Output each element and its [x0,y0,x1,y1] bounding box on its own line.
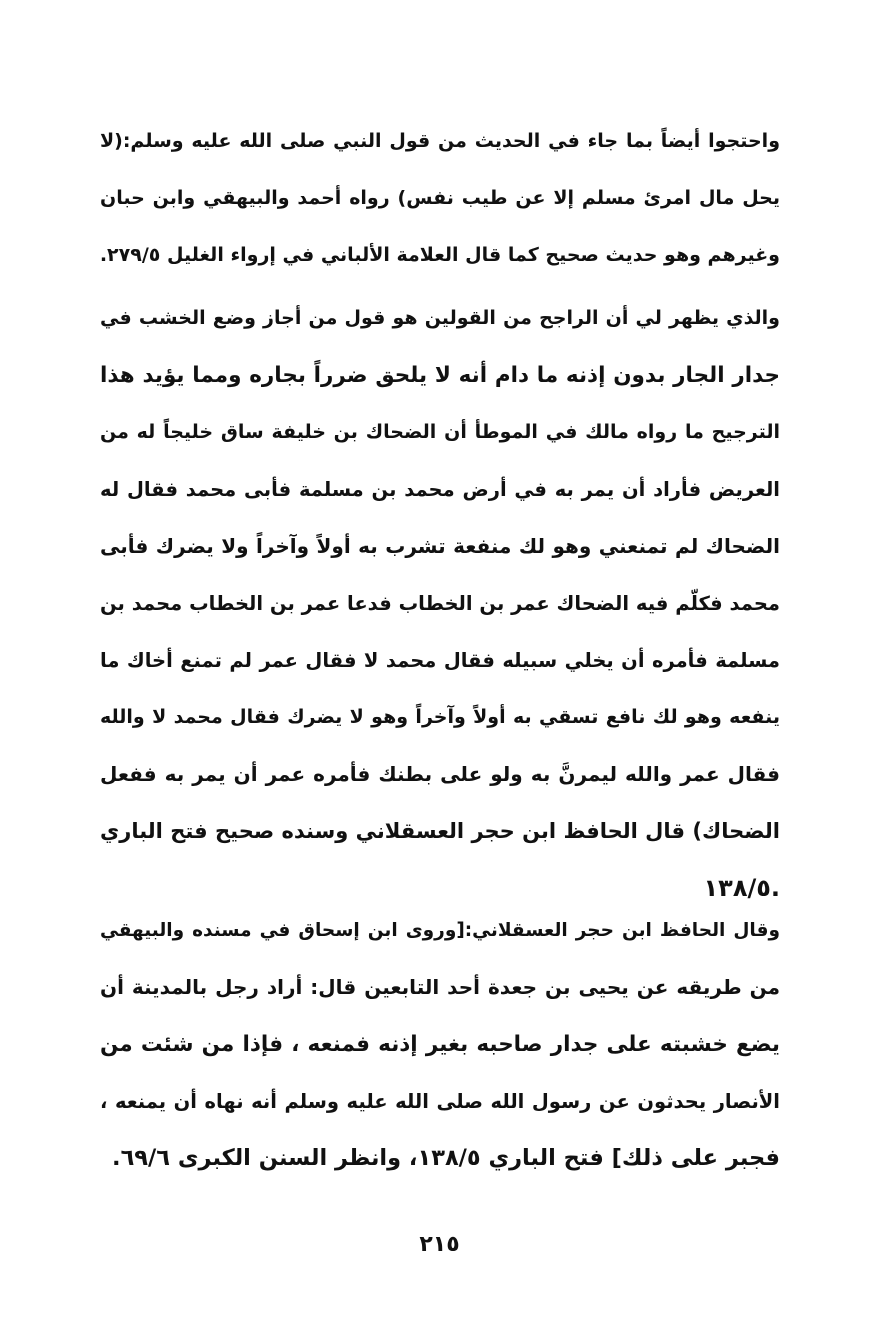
text-line: وقال الحافظ ابن حجر العسقلاني:[وروى ابن إسحاق في مسنده والبيهقي [100,920,780,941]
text-line: العريض فأراد أن يمر به في أرض محمد بن مسلمة فأبى محمد فقال له [100,478,780,501]
page-number: ٢١٥ [419,1232,460,1257]
text-line: فجبر على ذلك] فتح الباري ١٣٨/٥، وانظر السنن الكبرى ٦٩/٦. [112,1145,780,1171]
paragraph-1 [100,113,780,284]
text-line: وغيرهم وهو حديث صحيح كما قال العلامة الألباني في إرواء الغليل ٢٧٩/٥. [100,244,780,266]
text-line: فقال عمر والله ليمرنَّ به ولو على بطنك فأمره عمر أن يمر به ففعل [100,762,780,786]
text-line: يحل مال امرئ مسلم إلا عن طيب نفس) رواه أحمد والبيهقي وابن حبان [100,187,780,209]
paragraph-2 [100,290,780,917]
text-line: واحتجوا أيضاً بما جاء في الحديث من قول النبي صلى الله عليه وسلم:(لا [100,130,780,152]
text-line: محمد فكلّم فيه الضحاك عمر بن الخطاب فدعا عمر بن الخطاب محمد بن [100,592,780,615]
text-line: الضحاك) قال الحافظ ابن حجر العسقلاني وسنده صحيح فتح الباري [100,819,780,843]
text-line: من طريقه عن يحيى بن جعدة أحد التابعين قال: أراد رجل بالمدينة أن [100,975,780,999]
text-line: مسلمة فأمره أن يخلي سبيله فقال محمد لا فقال عمر لم تمنع أخاك ما [100,649,780,672]
text-line: جدار الجار بدون إذنه ما دام أنه لا يلحق ضرراً بجاره ومما يؤيد هذا [100,363,780,388]
text-line: يضع خشبته على جدار صاحبه بغير إذنه فمنعه ، فإذا من شئت من [100,1032,780,1057]
text-line: والذي يظهر لي أن الراجح من القولين هو قول من أجاز وضع الخشب في [100,307,780,329]
text-line: الضحاك لم تمنعني وهو لك منفعة تشرب به أولاً وآخراً ولا يضرك فأبى [100,534,780,558]
text-line: ينفعه وهو لك نافع تسقي به أولاً وآخراً وهو لا يضرك فقال محمد لا والله [100,706,780,728]
paragraph-3 [100,902,780,1187]
text-line: الترجيح ما رواه مالك في الموطأ أن الضحاك بن خليفة ساق خليجاً له من [100,421,780,443]
text-line: .١٣٨/٥ [703,874,780,902]
text-line: الأنصار يحدثون عن رسول الله صلى الله عليه وسلم أنه نهاه أن يمنعه ، [100,1090,780,1113]
